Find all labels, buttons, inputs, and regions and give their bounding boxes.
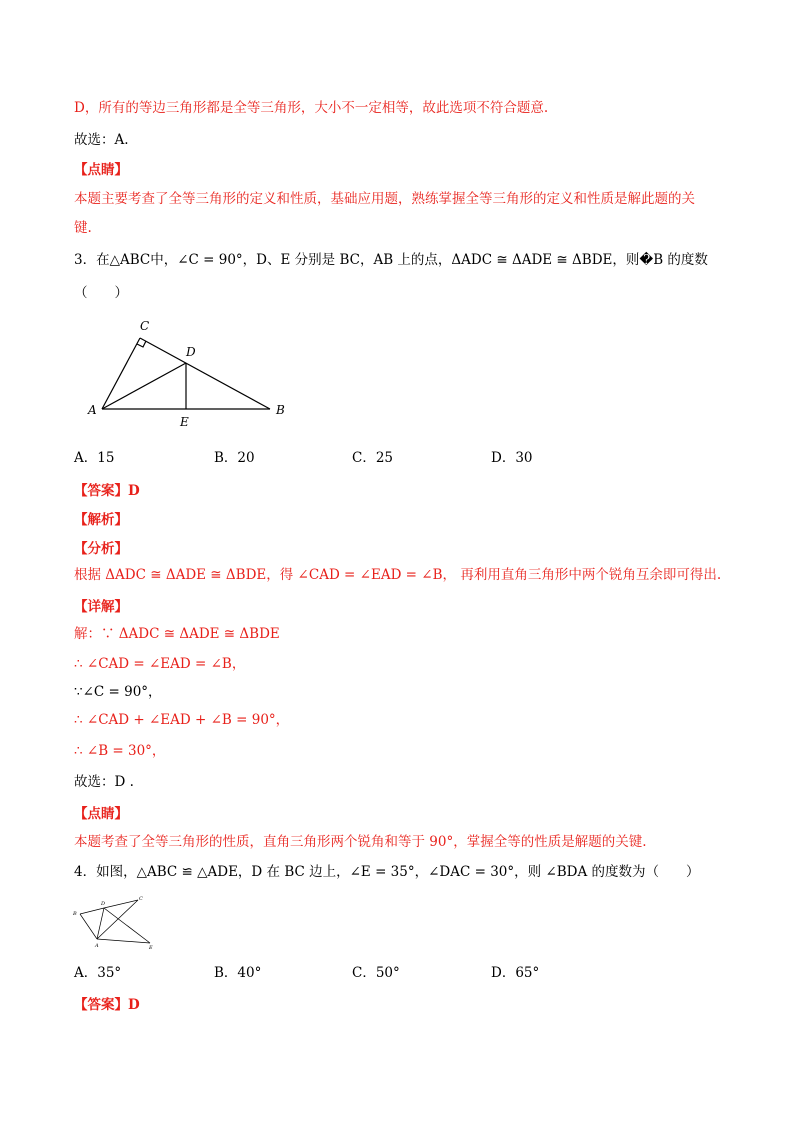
label-c: C	[140, 319, 150, 333]
segment-AD	[97, 908, 104, 939]
q4-option-c: C．50°	[352, 965, 400, 981]
solution-step-3: ∵∠C = 90°，	[74, 684, 162, 700]
section-heading-dianjing-2: 【点睛】	[74, 806, 128, 822]
fig4-label-c: C	[139, 896, 143, 902]
q3-option-d: D．30	[491, 450, 533, 466]
dianjing-2-text: 本题考查了全等三角形的性质，直角三角形两个锐角和等于 90°，掌握全等的性质是解题的关键.	[74, 834, 647, 850]
q4-option-a: A．35°	[74, 965, 122, 981]
segment-CB	[140, 338, 270, 409]
solution-step-6: 故选：D .	[74, 774, 134, 790]
fig4-label-e: E	[149, 945, 153, 950]
dianjing-text-line2: 键.	[74, 220, 92, 236]
fig4-label-a: A	[95, 943, 99, 949]
question-3-bracket: （ ）	[74, 285, 128, 301]
q3-answer: 【答案】D	[74, 483, 140, 499]
segment-DC	[104, 900, 138, 908]
fenxi-text	[74, 565, 721, 585]
q4-option-b: B．40°	[214, 965, 262, 981]
label-a: A	[88, 403, 97, 417]
fig4-label-b: B	[73, 911, 77, 917]
label-e: E	[180, 415, 189, 429]
label-d: D	[186, 345, 196, 359]
q3-option-c: C．25	[352, 450, 394, 466]
fenxi-text-part1: 根据 ΔADC ≅ ΔADE ≅ ΔBDE，得 ∠CAD = ∠EAD = ∠B，	[74, 567, 457, 583]
q4-answer: 【答案】D	[74, 997, 140, 1013]
q3-option-b: B．20	[214, 450, 255, 466]
section-heading-jiexi: 【解析】	[74, 512, 128, 528]
question-3-text: 3．在△ABC中，∠C = 90°，D、E 分别是 BC，AB 上的点，ΔADC ≅ ΔADE ≅ ΔBDE，则�B 的度数	[74, 252, 708, 268]
dianjing-text-line1: 本题主要考查了全等三角形的定义和性质，基础应用题，熟练掌握全等三角形的定义和性质是解此题的关	[74, 191, 695, 207]
solution-step-2: ∴ ∠CAD = ∠EAD = ∠B，	[74, 656, 246, 672]
fenxi-text-part2: 再利用直角三角形中两个锐角互余即可得出.	[460, 567, 722, 583]
option-d-explanation: D，所有的等边三角形都是全等三角形，大小不一定相等，故此选项不符合题意.	[74, 100, 549, 116]
solution-step-5: ∴ ∠B = 30°，	[74, 743, 166, 759]
solution-step-1: 解：∵ ΔADC ≅ ΔADE ≅ ΔBDE	[74, 626, 280, 642]
answer-choice-line: 故选：A.	[74, 132, 129, 148]
segment-BD	[80, 908, 104, 914]
question-4-figure	[72, 894, 162, 950]
segment-BA	[80, 914, 97, 939]
label-b: B	[276, 403, 285, 417]
fig4-label-d: D	[101, 901, 106, 907]
q4-option-d: D．65°	[491, 965, 540, 981]
solution-step-4: ∴ ∠CAD + ∠EAD + ∠B = 90°，	[74, 712, 290, 728]
question-4-text: 4．如图，△ABC ≌ △ADE，D 在 BC 边上，∠E = 35°，∠DAC = 30°，则 ∠BDA 的度数为（ ）	[74, 864, 700, 880]
section-heading-dianjing: 【点睛】	[74, 162, 128, 178]
section-heading-fenxi: 【分析】	[74, 541, 128, 557]
q3-option-a: A．15	[74, 450, 115, 466]
section-heading-xiangjie: 【详解】	[74, 599, 128, 615]
question-3-figure	[84, 316, 294, 432]
segment-AE	[97, 939, 150, 943]
